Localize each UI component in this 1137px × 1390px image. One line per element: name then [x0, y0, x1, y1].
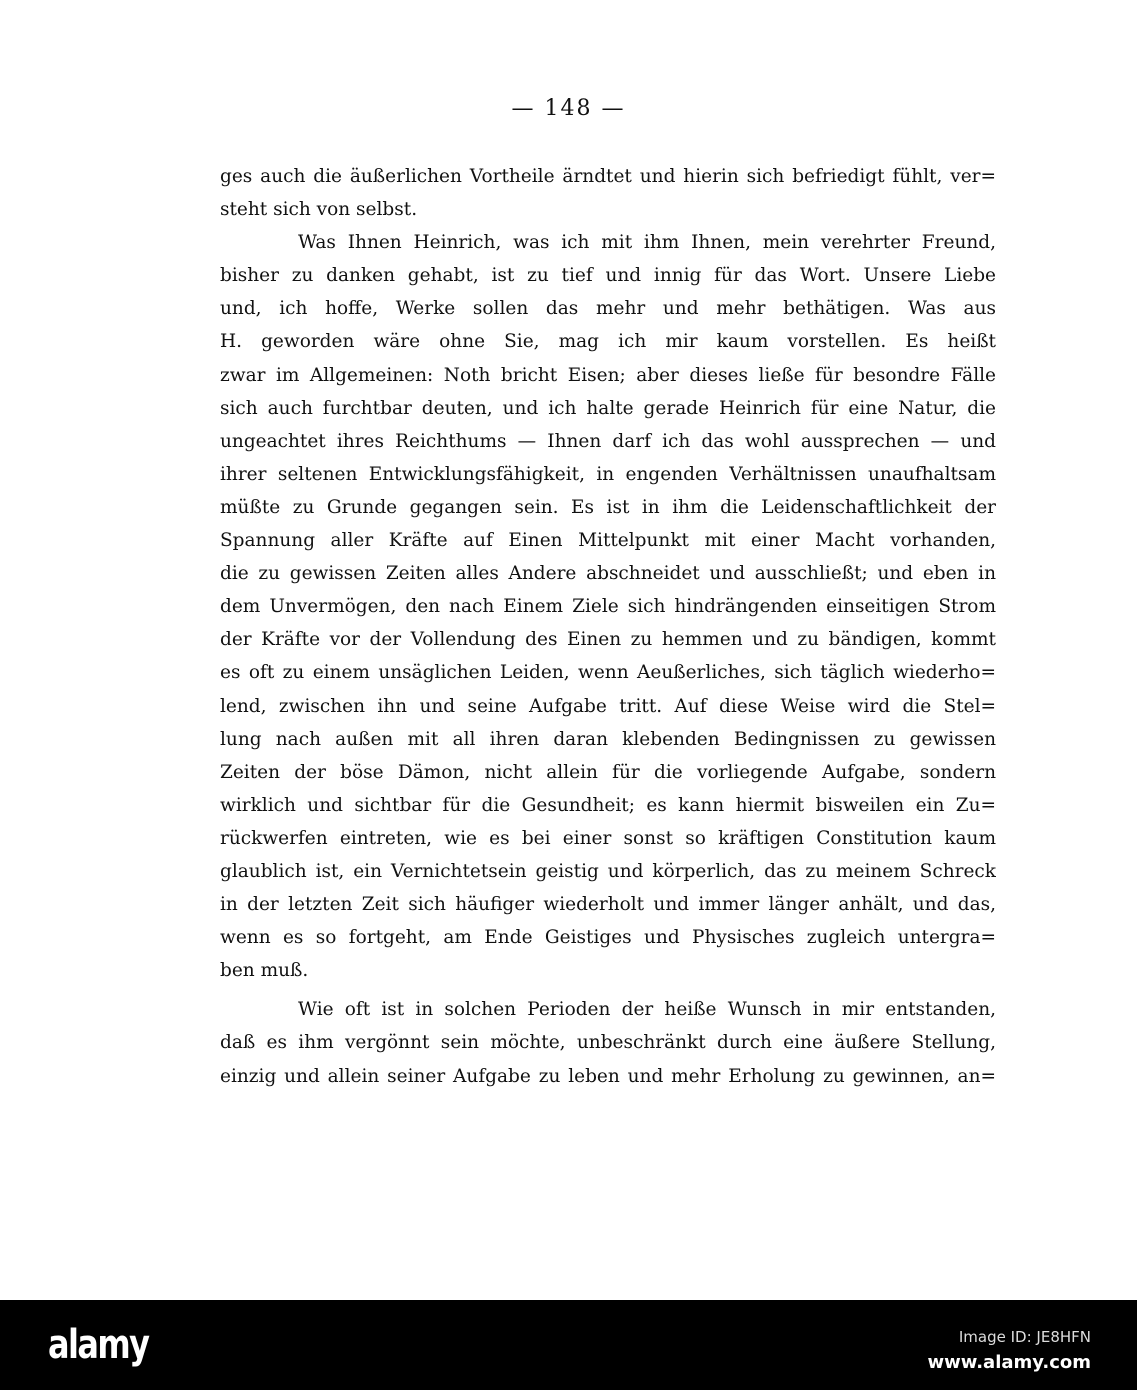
- text-line: Wie oft ist in solchen Perioden der heiße Wunsch in mir entstanden,: [298, 999, 996, 1021]
- text-line: sich auch furchtbar deuten, und ich halte gerade Heinrich für eine Natur, die: [220, 397, 996, 419]
- text-line: müßte zu Grunde gegangen sein. Es ist in ihm die Leidenschaftlichkeit der: [220, 496, 996, 518]
- watermark-bar: [0, 1300, 1137, 1390]
- text-line: ges auch die äußerlichen Vortheile ärndtet und hierin sich befriedigt fühlt, ver=: [220, 166, 996, 187]
- text-line: daß es ihm vergönnt sein möchte, unbeschränkt durch eine äußere Stellung,: [220, 1032, 996, 1054]
- text-line: lung nach außen mit all ihren daran klebenden Bedingnissen zu gewissen: [220, 728, 996, 750]
- text-line: ben muß.: [220, 960, 309, 982]
- text-line: ungeachtet ihres Reichthums — Ihnen darf ich das wohl aussprechen — und: [220, 430, 996, 452]
- text-line: der Kräfte vor der Vollendung des Einen zu hemmen und zu bändigen, kommt: [220, 629, 996, 651]
- text-line: und, ich hoffe, Werke sollen das mehr und mehr bethätigen. Was aus: [220, 298, 996, 320]
- text-line: einzig und allein seiner Aufgabe zu leben und mehr Erholung zu gewinnen, an=: [220, 1065, 996, 1087]
- text-line: wirklich und sichtbar für die Gesundheit; es kann hiermit bisweilen ein Zu=: [220, 794, 996, 816]
- text-line: zwar im Allgemeinen: Noth bricht Eisen; aber dieses ließe für besondre Fälle: [220, 364, 996, 386]
- body-text: [220, 160, 996, 1093]
- text-line: H. geworden wäre ohne Sie, mag ich mir kaum vorstellen. Es heißt: [220, 331, 996, 353]
- text-line: die zu gewissen Zeiten alles Andere abschneidet und ausschließt; und eben in: [220, 563, 996, 585]
- text-line: Spannung aller Kräfte auf Einen Mittelpunkt mit einer Macht vorhanden,: [220, 530, 996, 552]
- text-line: es oft zu einem unsäglichen Leiden, wenn Aeußerliches, sich täglich wiederho=: [220, 662, 996, 684]
- image-id: Image ID: JE8HFN: [958, 1328, 1091, 1346]
- alamy-logo: alamy: [48, 1322, 149, 1368]
- page-number: — 148 —: [511, 96, 626, 121]
- text-line: in der letzten Zeit sich häufiger wiederholt und immer länger anhält, und das,: [220, 894, 996, 916]
- text-line: steht sich von selbst.: [220, 199, 418, 221]
- text-line: Zeiten der böse Dämon, nicht allein für die vorliegende Aufgabe, sondern: [220, 761, 996, 783]
- text-line: wenn es so fortgeht, am Ende Geistiges und Physisches zugleich untergra=: [220, 927, 996, 949]
- text-line: bisher zu danken gehabt, ist zu tief und innig für das Wort. Unsere Liebe: [220, 265, 996, 287]
- text-line: dem Unvermögen, den nach Einem Ziele sich hindrängenden einseitigen Strom: [220, 596, 996, 618]
- text-line: Was Ihnen Heinrich, was ich mit ihm Ihnen, mein verehrter Freund,: [298, 232, 996, 254]
- text-line: glaublich ist, ein Vernichtetsein geistig und körperlich, das zu meinem Schreck: [220, 860, 996, 882]
- text-line: lend, zwischen ihn und seine Aufgabe tritt. Auf diese Weise wird die Stel=: [220, 695, 996, 717]
- text-line: rückwerfen eintreten, wie es bei einer sonst so kräftigen Constitution kaum: [220, 827, 996, 849]
- text-line: ihrer seltenen Entwicklungsfähigkeit, in engenden Verhältnissen unaufhaltsam: [220, 463, 996, 485]
- watermark-url: www.alamy.com: [927, 1352, 1091, 1373]
